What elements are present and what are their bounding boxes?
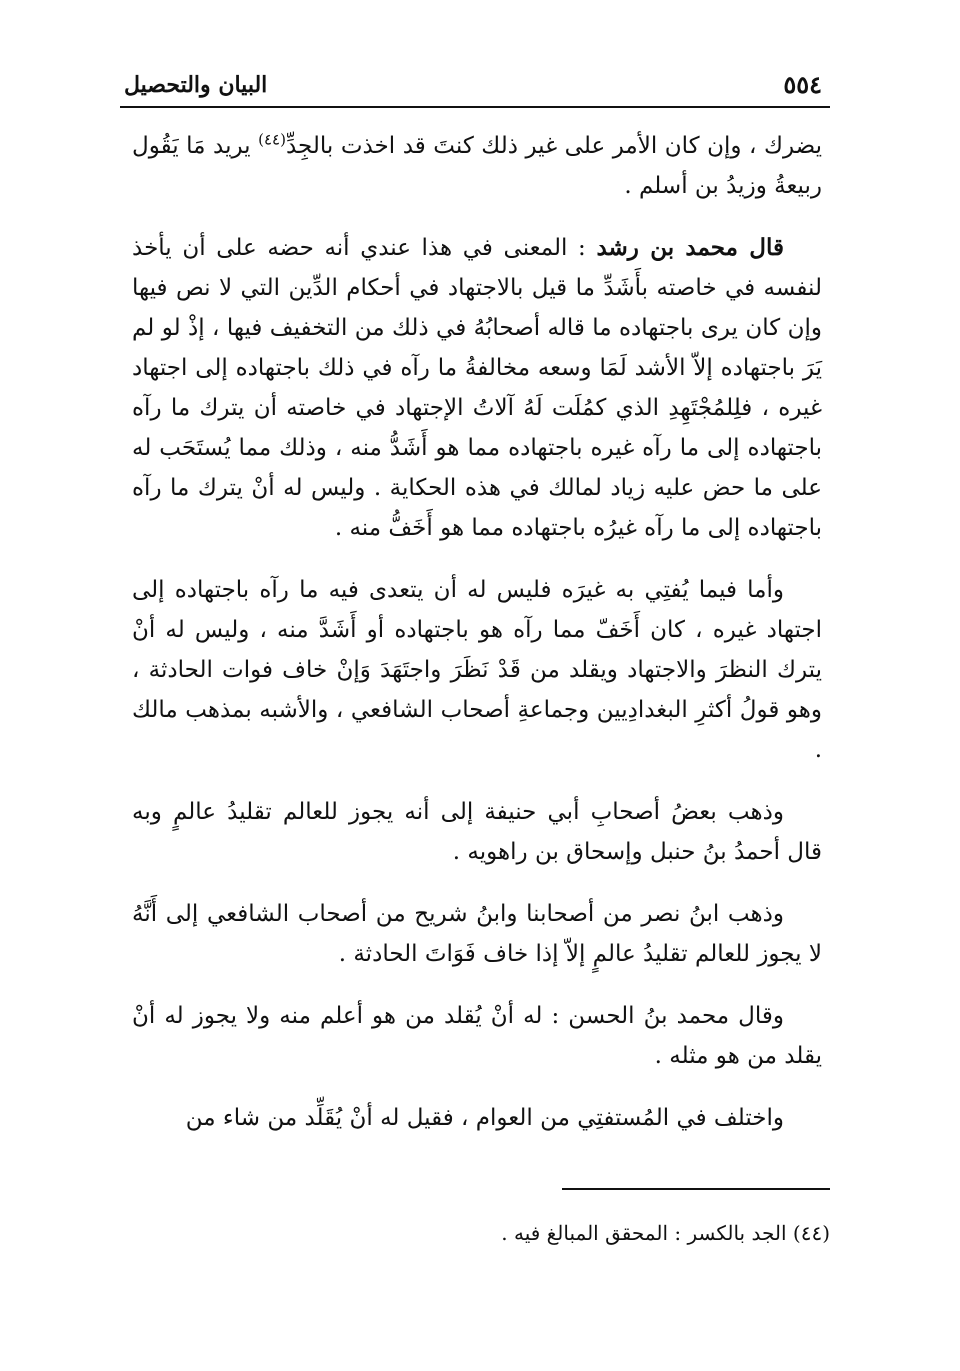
paragraph-text: وذهب ابنُ نصر من أصحابنا وابنُ شريح من أصحاب الشافعي إلى أَنَّهُ لا يجوز للعالم تقليدُ عالمٍ إلاّ إذا خاف فَوَاتَ الحادثة . [132,901,822,967]
paragraph-5 [132,894,822,974]
paragraph-lead: قال محمد بن رشد [596,234,784,261]
paragraph-1 [132,126,822,206]
paragraph-4 [132,792,822,872]
paragraph-7 [132,1098,822,1138]
footnote-divider [562,1188,830,1190]
page-header [120,62,830,108]
paragraph-text: وأما فيما يُفتِي به غيرَه فليس له أن يتعدى فيه ما رآه باجتهاده إلى اجتهاد غيره ، كان أَخَفّ مما رآه هو باجتهاده أو أَشَدَّ منه ، وليس له أنْ يترك النظرَ والاجتهاد ويقلد من قَدْ نَظَرَ واجتَهَدَ وَإنْ خاف فوات الحادثة ، وهو قولُ أكثرِ البغدادِيين وجماعةِ أصحاب الشافعي ، والأشبه بمذهب مالك . [132,577,822,763]
footnote: (٤٤) الجد بالكسر : المحقق المبالغ فيه . [501,1221,830,1245]
running-title: البيان والتحصيل [124,72,268,98]
paragraph-2 [132,228,822,548]
page-number: ٥٥٤ [783,70,822,99]
paragraph-text: : المعنى في هذا عندي أنه حضه على أن يأخذ لنفسه في خاصته بأَشَدِّ ما قيل بالاجتهاد في أحكام الدِّين التي لا نص فيها وإن كان يرى باجتهاده ما قاله أصحابُهُ في ذلك من التخفيف فيها ، إذْ لو لم يَرَ باجتهاده إلاّ الأشد لَمَا وسعه مخالفةُ ما رآه في ذلك باجتهاده إلى اجتهاد غيره ، فلِلمُجْتَهِدِ الذي كمُلَت لَهُ آلاتُ الإجتهاد في خاصته أن يترك ما رآه باجتهاده إلى ما رآه غيره باجتهاده مما هو أَشَدُّ منه ، وذلك مما يُستَحَب له على ما حض عليه زياد لمالك في هذه الحكاية . وليس له أنْ يترك ما رآه باجتهاده إلى ما رآه غيرُه باجتهاده مما هو أَخَفُّ منه . [132,235,822,541]
paragraph-text: يضرك ، وإن كان الأمر على غير ذلك كنتَ قد اخذت بالجِدِّ [285,133,822,159]
paragraph-text-continued: يريد مَا يَقُول ربيعةُ وزيدُ بن أسلم . [132,133,822,199]
paragraph-3 [132,570,822,770]
paragraph-6 [132,996,822,1076]
main-text [132,126,822,1160]
paragraph-text: واختلف في المُستفتِي من العوام ، فقيل له أنْ يُقَلِّد من شاء من [185,1105,784,1131]
paragraph-text: وذهب بعضُ أصحابِ أبي حنيفة إلى أنه يجوز للعالم تقليدُ عالمٍ وبه قال أحمدُ بنُ حنبل وإسحاق بن راهويه . [132,799,822,865]
paragraph-text: وقال محمد بنُ الحسن : له أنْ يُقلد من هو أعلم منه ولا يجوز له أنْ يقلد من هو مثله . [132,1003,822,1069]
footnote-reference: (٤٤) [258,130,286,149]
